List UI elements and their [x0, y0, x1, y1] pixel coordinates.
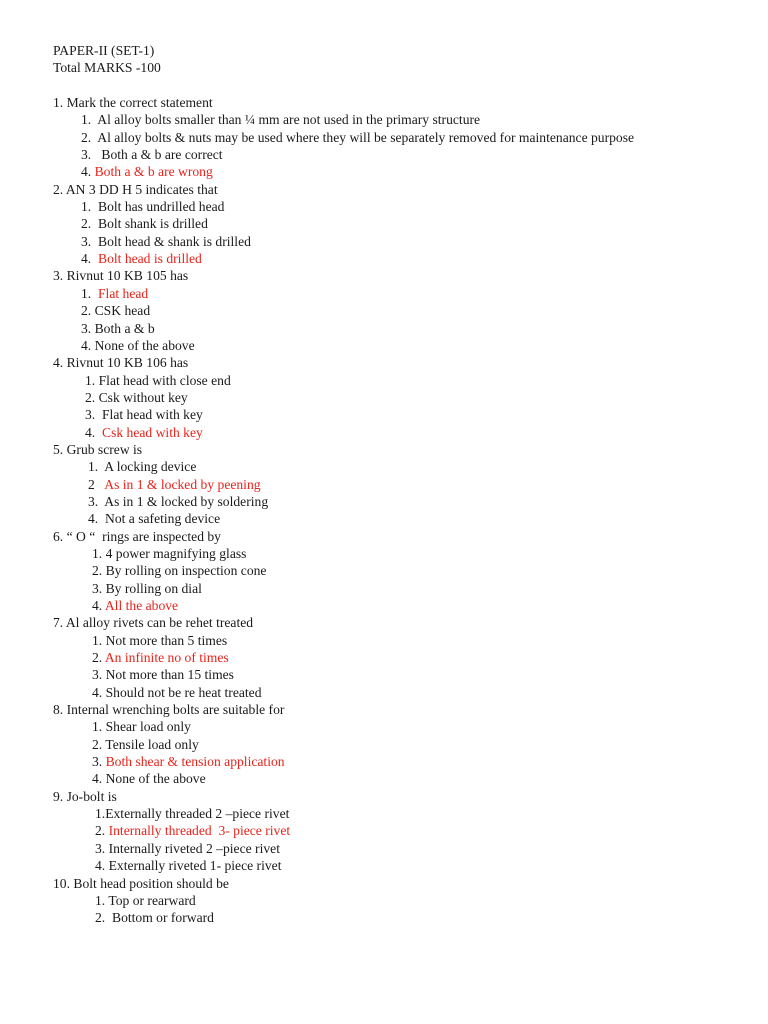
option-text: CSK head [94, 303, 151, 319]
answer-option [0, 580, 768, 597]
option-spacer [95, 407, 102, 422]
option-text: Bottom or forward [112, 910, 214, 926]
answer-option [0, 476, 768, 493]
correct-answer-text: Both a & b are wrong [94, 164, 213, 180]
question-text: 2. AN 3 DD H 5 indicates that [53, 181, 218, 197]
option-text: Bolt shank is drilled [98, 216, 208, 232]
option-number: 4. [95, 858, 106, 874]
option-text: Csk without key [98, 389, 188, 405]
option-number: 1. [88, 459, 99, 475]
answer-option [0, 545, 768, 562]
answer-option [0, 822, 768, 839]
answer-option [0, 320, 768, 337]
answer-option [0, 805, 768, 822]
option-number: 2. [95, 823, 106, 839]
option-text: Should not be re heat treated [105, 684, 262, 700]
option-text: None of the above [105, 771, 206, 787]
document-body [0, 42, 768, 927]
option-spacer [91, 234, 98, 249]
option-spacer [95, 477, 104, 492]
option-spacer [91, 286, 98, 301]
option-number: 2. [81, 216, 92, 232]
answer-option [0, 146, 768, 163]
answer-option [0, 250, 768, 267]
option-spacer [91, 199, 98, 214]
option-number: 3. [95, 840, 106, 856]
question-text: 6. “ O “ rings are inspected by [53, 528, 221, 544]
option-text: None of the above [94, 337, 195, 353]
question-list [0, 94, 768, 927]
question-text: 10. Bolt head position should be [53, 875, 229, 891]
option-number: 2. [81, 303, 92, 319]
option-text: Top or rearward [108, 892, 196, 908]
option-text: Not more than 5 times [105, 632, 228, 648]
option-number: 3. [81, 320, 92, 336]
option-text: Not a safeting device [105, 511, 221, 527]
answer-option [0, 857, 768, 874]
answer-option [0, 909, 768, 926]
option-number: 1. [81, 112, 92, 128]
correct-answer-text: Internally threaded 3- piece rivet [108, 823, 291, 839]
option-text: As in 1 & locked by soldering [104, 493, 269, 509]
answer-option [0, 753, 768, 770]
option-number: 4. [81, 164, 92, 180]
question-text: 1. Mark the correct statement [53, 95, 213, 111]
option-spacer [91, 251, 98, 266]
option-number: 3. [92, 667, 103, 683]
answer-option [0, 892, 768, 909]
answer-option [0, 597, 768, 614]
option-number: 2. [92, 650, 103, 666]
option-number: 1. [92, 632, 103, 648]
answer-option [0, 163, 768, 180]
answer-option [0, 840, 768, 857]
option-number: 4. [92, 684, 103, 700]
option-number: 1. [95, 892, 106, 908]
option-number: 1. [81, 199, 92, 215]
option-number: 4. [92, 771, 103, 787]
answer-option [0, 666, 768, 683]
answer-option [0, 493, 768, 510]
question-text: 4. Rivnut 10 KB 106 has [53, 355, 189, 371]
answer-option [0, 129, 768, 146]
option-number: 2. [95, 910, 106, 926]
answer-option [0, 632, 768, 649]
option-number: 4. [88, 511, 99, 527]
total-marks: Total MARKS -100 [53, 60, 161, 76]
option-text: Flat head with close end [98, 372, 231, 388]
option-number: 4. [81, 251, 92, 267]
answer-option [0, 510, 768, 527]
option-number: 4. [81, 337, 92, 353]
answer-option [0, 736, 768, 753]
correct-answer-text: An infinite no of times [104, 650, 229, 666]
question-text: 5. Grub screw is [53, 441, 143, 457]
answer-option [0, 458, 768, 475]
correct-answer-text: Bolt head is drilled [98, 251, 202, 267]
answer-option [0, 562, 768, 579]
option-number: 2. [81, 129, 92, 145]
option-number: 1. [81, 285, 92, 301]
answer-option [0, 389, 768, 406]
option-text: A locking device [104, 459, 197, 475]
option-number: 1. [92, 719, 103, 735]
answer-option [0, 406, 768, 423]
option-text: Not more than 15 times [105, 667, 234, 683]
answer-option [0, 424, 768, 441]
option-text: Both a & b are correct [101, 147, 223, 163]
option-text: Tensile load only [105, 736, 199, 752]
option-spacer [91, 216, 98, 231]
option-number: 2. [92, 736, 103, 752]
option-text: Al alloy bolts & nuts may be used where they will be separately removed for maintenance purpose [97, 129, 635, 145]
option-text: Bolt head & shank is drilled [98, 233, 251, 249]
question-text: 7. Al alloy rivets can be rehet treated [53, 615, 254, 631]
option-spacer [105, 910, 112, 925]
answer-option [0, 372, 768, 389]
option-number: 3. [81, 233, 92, 249]
option-number: 4. [92, 598, 103, 613]
correct-answer-text: All the above [104, 598, 179, 613]
option-text: Both a & b [94, 320, 155, 336]
option-number: 3. [88, 493, 99, 509]
option-text: Externally riveted 1- piece rivet [108, 858, 282, 874]
answer-option [0, 770, 768, 787]
paper-title: PAPER-II (SET-1) [53, 43, 155, 58]
option-text: Bolt has undrilled head [98, 199, 225, 215]
option-text: Flat head with key [102, 407, 203, 423]
option-number: 2. [92, 563, 103, 579]
answer-option [0, 198, 768, 215]
option-spacer [98, 511, 105, 526]
answer-option [0, 337, 768, 354]
option-number: 1. [95, 806, 106, 822]
answer-option [0, 233, 768, 250]
question-text: 8. Internal wrenching bolts are suitable for [53, 702, 285, 718]
option-text: By rolling on inspection cone [105, 563, 267, 579]
option-text: Externally threaded 2 –piece rivet [105, 806, 290, 822]
option-number: 2. [85, 389, 96, 405]
option-number: 4. [85, 424, 96, 440]
answer-option [0, 684, 768, 701]
answer-option [0, 215, 768, 232]
option-text: Internally riveted 2 –piece rivet [108, 840, 280, 856]
option-text: 4 power magnifying glass [105, 545, 247, 561]
correct-answer-text: Csk head with key [102, 424, 203, 440]
option-spacer [91, 147, 101, 162]
blank-line [0, 77, 768, 94]
correct-answer-text: As in 1 & locked by peening [104, 476, 261, 492]
correct-answer-text: Both shear & tension application [105, 754, 285, 770]
question-text: 3. Rivnut 10 KB 105 has [53, 268, 189, 284]
option-number: 1. [85, 372, 96, 388]
answer-option [0, 718, 768, 735]
option-number: 3. [85, 407, 96, 423]
answer-option [0, 302, 768, 319]
correct-answer-text: Flat head [98, 285, 149, 301]
option-number: 1. [92, 545, 103, 561]
option-spacer [95, 425, 102, 440]
option-text: Al alloy bolts smaller than ¼ mm are not used in the primary structure [97, 112, 481, 128]
answer-option [0, 649, 768, 666]
option-text: Shear load only [105, 719, 191, 735]
answer-option [0, 285, 768, 302]
option-number: 3. [92, 580, 103, 596]
option-text: By rolling on dial [105, 580, 202, 596]
option-number: 2 [88, 476, 95, 492]
option-number: 3. [92, 754, 103, 770]
question-text: 9. Jo-bolt is [53, 788, 117, 804]
option-number: 3. [81, 147, 92, 163]
answer-option [0, 111, 768, 128]
